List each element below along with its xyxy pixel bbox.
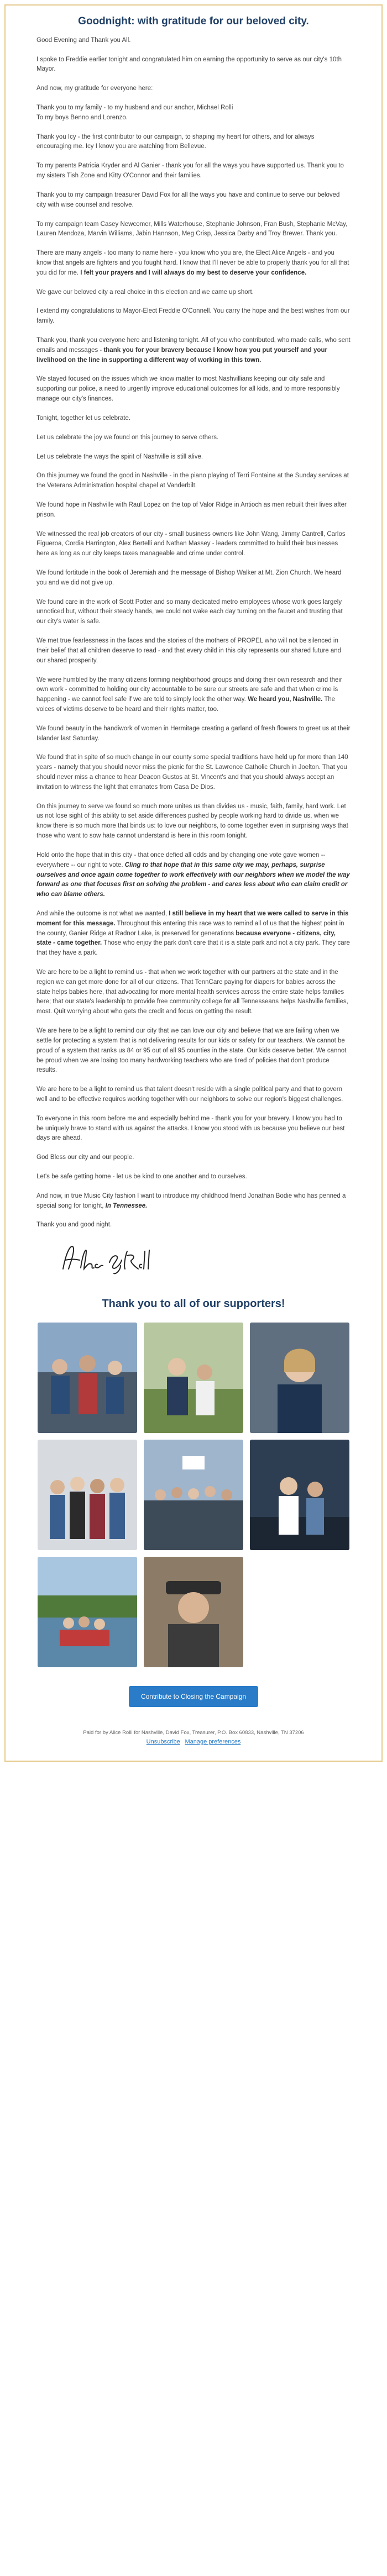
paragraph-text: We witnessed the real job creators of our city - small business owners like John Wang, Jimmy Cantrell, Carlos Figueroa, Cordia Harrington, Alex Bertelli and Nathan Massey - leaders committed to build their businesses here as long as our city keeps taxes manageable and crime under control. xyxy=(36,530,346,557)
paragraph-text: Tonight, together let us celebrate. xyxy=(36,414,131,422)
letter-paragraph xyxy=(36,753,351,792)
letter-paragraph xyxy=(36,568,351,588)
letter-paragraph xyxy=(36,133,351,152)
supporters-photo-rally xyxy=(38,1323,137,1433)
letter-body xyxy=(36,36,351,1231)
paragraph-text: On this journey to serve we found so much more unites us than divides us - music, faith, family, hard work. Let us not lose sight of this ability to set aside differences pushed by people working hard to divide us, when we know there is so much more that binds us: to love our neighbors, to come together even in surprising ways that those who want to sow hate cannot understand is here in this room tonight. xyxy=(36,803,348,840)
emphasis-text: Cling to that hope that in this same city we may, perhaps, surprise ourselves and once again come together to work effectively with our neighbors when we model the way forward as one that focuses first on solving the problem - and cares less about who can claim credit or who can blame others. xyxy=(36,861,350,898)
letter-paragraph xyxy=(36,968,351,1017)
letter-paragraph xyxy=(36,501,351,520)
paragraph-text: Let us celebrate the joy we found on this journey to serve others. xyxy=(36,434,219,441)
letter-paragraph xyxy=(36,909,351,958)
paragraph-text: We are here to be a light to remind our city that we can love our city and believe that we are failing when we settle for protecting a system that is not delivering results for our kids or safety for our teachers. We cannot be proud of a system that ranks us 84 or 95 out of all 95 counties in the state. Our kids deserve better. We cannot be proud when we are losing too many hardworking teachers who are tired of policies that don't produce results. xyxy=(36,1028,347,1074)
emphasis-text: In Tennessee. xyxy=(105,1202,148,1209)
paragraph-text: And now, my gratitude for everyone here: xyxy=(36,85,153,92)
footer xyxy=(36,1729,351,1746)
paragraph-text: We met true fearlessness in the faces and the stories of the mothers of PROPEL who will not be silenced in their belief that all children deserve to read - and that every child in this city represents our shared future and our shared prosperity. xyxy=(36,638,342,664)
paragraph-text: We found beauty in the handiwork of women in Hermitage creating a garland of fresh flowers to greet us at their Islander last Saturday. xyxy=(36,725,351,742)
supporters-heading: Thank you to all of our supporters! xyxy=(102,1298,285,1310)
paragraph-text: To everyone in this room before me and especially behind me - thank you for your bravery. I know you had to be uniquely brave to stand with us against the attacks. I know you stood with us because you believe our best days are ahead. xyxy=(36,1115,345,1142)
paragraph-text: We were humbled by the many citizens forming neighborhood groups and doing their own research and their own work - committed to holding our city accountable to be sure our streets are safe and that when crime is happening - we cannot feel safe if we are told to simply look the other way. xyxy=(36,676,342,703)
letter-paragraph xyxy=(36,336,351,365)
letter-paragraph xyxy=(36,307,351,326)
letter-paragraph xyxy=(36,1153,351,1163)
letter-paragraph xyxy=(36,1085,351,1105)
supporters-photo-veteran xyxy=(144,1557,243,1667)
manage-preferences-link[interactable]: Manage preferences xyxy=(185,1738,241,1745)
emphasis-text: We heard you, Nashville. xyxy=(248,696,323,703)
email-container xyxy=(4,4,383,1762)
paid-for-by-text: Paid for by Alice Rolli for Nashville, David Fox, Treasurer, P.O. Box 60833, Nashville, TN 37206 xyxy=(83,1730,304,1736)
supporters-photo-lake xyxy=(38,1557,137,1667)
emphasis-text: I still believe in my heart that we were called to serve in this moment for this message. xyxy=(36,910,349,927)
letter-paragraph xyxy=(36,1172,351,1182)
paragraph-text: The voices of victims deserve to be heard and their rights matter, too. xyxy=(36,696,336,713)
paragraph-text: Thank you, thank you everyone here and listening tonight. All of you who contributed, who made calls, who sent emails and messages - xyxy=(36,337,351,354)
letter-paragraph xyxy=(36,191,351,210)
paragraph-text: We found fortitude in the book of Jeremiah and the message of Bishop Walker at Mt. Zion Church. We heard you and we did not give up. xyxy=(36,570,342,586)
paragraph-text: Hold onto the hope that in this city - that once defied all odds and by changing one vote gave women -- everywhere -- our right to vote. xyxy=(36,851,326,868)
paragraph-text: And now, in true Music City fashion I want to introduce my childhood friend Jonathan Bodie who has penned a special song for tonight, xyxy=(36,1192,346,1209)
letter-paragraph xyxy=(36,433,351,443)
paragraph-text: Those who enjoy the park don't care that it is a state park and not a city park. They care that they have a park. xyxy=(36,940,350,957)
letter-paragraph xyxy=(36,103,351,123)
letter-paragraph xyxy=(36,471,351,491)
letter-paragraph xyxy=(36,530,351,559)
letter-paragraph xyxy=(36,452,351,462)
unsubscribe-link[interactable]: Unsubscribe xyxy=(146,1738,180,1745)
paragraph-text: We gave our beloved city a real choice in this election and we came up short. xyxy=(36,288,254,296)
paragraph-text: We stayed focused on the issues which we know matter to most Nashvillians keeping our city safe and supporting our police, a need to urgently improve educational outcomes for all kids, and to more responsibly manage our city's finances. xyxy=(36,376,340,403)
paragraph-text: Let us celebrate the ways the spirit of Nashville is still alive. xyxy=(36,453,203,460)
letter-paragraph xyxy=(36,249,351,278)
paragraph-text: We found that in spite of so much change in our county some special traditions have held up for more than 140 years - namely that you should never miss the picnic for the St. Lawrence Catholic Church in Joelton. That you should never miss a chance to hear Deacon Gustos at St. Vincent's and that you should always accept an invitation to witness the light that emanates from Casa De Dios. xyxy=(36,754,348,791)
paragraph-text: I spoke to Freddie earlier tonight and congratulated him on earning the opportunity to serve as our city's 10th Mayor. xyxy=(36,56,342,73)
letter-paragraph xyxy=(36,676,351,715)
letter-paragraph xyxy=(36,636,351,666)
letter-paragraph xyxy=(36,55,351,75)
signature xyxy=(59,1240,351,1279)
supporters-photo-group xyxy=(38,1440,137,1550)
letter-paragraph xyxy=(36,84,351,94)
footer-links xyxy=(36,1737,351,1747)
letter-paragraph xyxy=(36,802,351,841)
contribute-button[interactable]: Contribute to Closing the Campaign xyxy=(129,1686,258,1707)
letter-paragraph xyxy=(36,375,351,404)
letter-paragraph xyxy=(36,724,351,744)
supporters-photo-event xyxy=(250,1440,349,1550)
supporters-photo-empty-slot xyxy=(250,1557,349,1667)
supporters-photo-crowd xyxy=(144,1440,243,1550)
paragraph-text: To my campaign team Casey Newcomer, Mills Waterhouse, Stephanie Johnson, Fran Bush, Stephanie McVay, Lauren Mendoza, Marvin Williams, Jabin Hannson, Meg Crisp, Jessica Darby and Troy Brewer. Thank you. xyxy=(36,220,348,238)
paragraph-text: Thank you to my campaign treasurer David Fox for all the ways you have and continue to serve our beloved city with wise counsel and resolve. xyxy=(36,191,340,208)
letter-paragraph xyxy=(36,36,351,46)
paragraph-text: We are here to be a light to remind us that talent doesn't reside with a single political party and that to govern well and to be effective requires working together with our neighbors to solve our region's biggest challenges. xyxy=(36,1086,343,1103)
paragraph-text: To my boys Benno and Lorenzo. xyxy=(36,114,128,121)
supporters-photo-family xyxy=(144,1323,243,1433)
letter-paragraph xyxy=(36,1192,351,1211)
paragraph-text: There are many angels - too many to name here - you know who you are, the Elect Alice Angels - and you know that angels are fighters and you fought hard. I know that I'll never be able to properly thank you for all that you did for me. xyxy=(36,250,349,276)
paragraph-text: On this journey we found the good in Nashville - in the piano playing of Terri Fontaine at the Sunday services at the Veterans Administration hospital chapel at Vanderbilt. xyxy=(36,472,349,489)
paragraph-text: I extend my congratulations to Mayor-Elect Freddie O'Connell. You carry the hope and the best wishes from our family. xyxy=(36,308,350,325)
paragraph-text: Good Evening and Thank you All. xyxy=(36,36,131,44)
letter-paragraph xyxy=(36,598,351,627)
paragraph-text: Thank you to my family - to my husband and our anchor, Michael Rolli xyxy=(36,104,233,112)
supporters-photo-portrait xyxy=(250,1323,349,1433)
paragraph-text: God Bless our city and our people. xyxy=(36,1154,134,1161)
cta-wrapper xyxy=(36,1686,351,1707)
paragraph-text: Throughout this entering this race was to remind all of us that the highest point in the county, Ganier Ridge at Radnor Lake, is preserved for generations xyxy=(36,920,344,937)
paragraph-text: To my parents Patricia Kryder and Al Ganier - thank you for all the ways you have supported us. Thank you to my sisters Tish Zone and Kitty O'Connor and their families. xyxy=(36,162,344,180)
letter-paragraph xyxy=(36,851,351,900)
paragraph-text: Thank you and good night. xyxy=(36,1221,112,1229)
page-title: Goodnight: with gratitude for our beloved city. xyxy=(78,15,309,27)
letter-paragraph xyxy=(36,1114,351,1144)
letter-paragraph xyxy=(36,161,351,181)
letter-paragraph xyxy=(36,288,351,298)
letter-paragraph xyxy=(36,1026,351,1076)
signature-image xyxy=(59,1240,158,1279)
emphasis-text: because everyone - citizens, city, state - came together. xyxy=(36,930,336,947)
emphasis-text: thank you for your bravery because I know how you put yourself and your livelihood on the line in supporting a different way of working in this town. xyxy=(36,346,327,364)
paragraph-text: We are here to be a light to remind us - that when we work together with our partners at the state and in the region we can get more done for all of our citizens. That TennCare paying for diapers for babies across the state helps babies here, that advocating for more mental health services across the entire state helps families here; that our state's leadership to provide free community college for all Tennesseans helps Nashville families, most. Quit worrying about who gets the credit and focus on getting the result. xyxy=(36,969,348,1015)
paragraph-text: And while the outcome is not what we wanted, xyxy=(36,910,169,917)
emphasis-text: I felt your prayers and I will always do my best to deserve your confidence. xyxy=(80,269,307,276)
letter-paragraph xyxy=(36,1220,351,1230)
supporters-photo-grid xyxy=(36,1323,351,1667)
paragraph-text: We found hope in Nashville with Raul Lopez on the top of Valor Ridge in Antioch as men rebuilt their lives after prison. xyxy=(36,501,347,518)
paragraph-text: We found care in the work of Scott Potter and so many dedicated metro employees whose work goes largely unnoticed but, without their steady hands, we could not wake each day turning on the faucet and trusting that our city's water is safe. xyxy=(36,598,343,625)
paragraph-text: Let's be safe getting home - let us be kind to one another and to ourselves. xyxy=(36,1173,247,1181)
paragraph-text: Thank you Icy - the first contributor to our campaign, to shaping my heart for others, and for always encouraging me. Icy I know you are watching from Bellevue. xyxy=(36,133,315,150)
letter-paragraph xyxy=(36,414,351,424)
letter-paragraph xyxy=(36,220,351,240)
